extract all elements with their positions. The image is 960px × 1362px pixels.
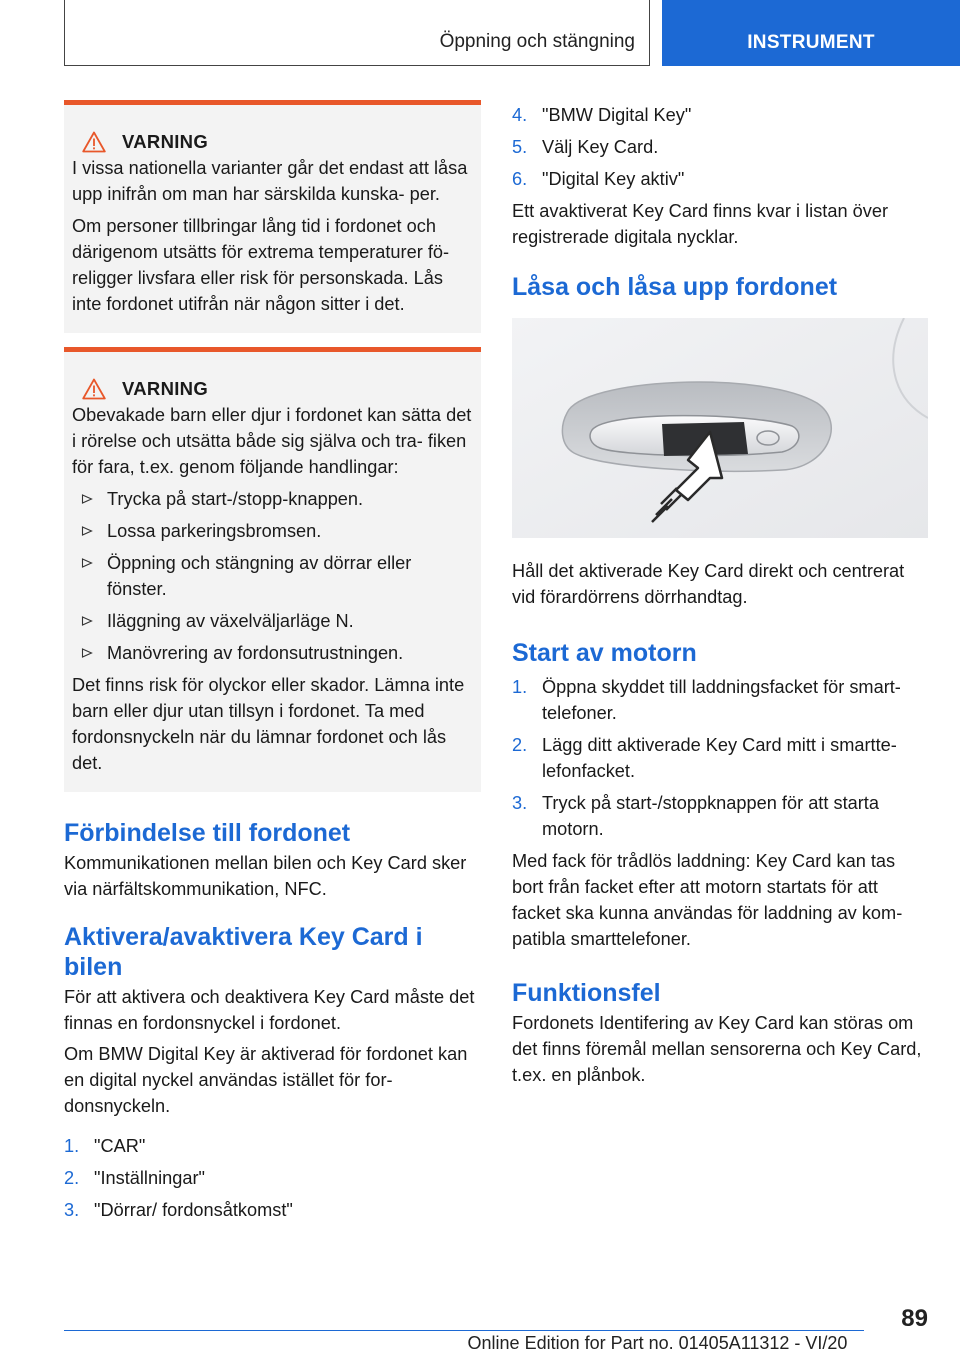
warning-title: VARNING — [122, 131, 209, 152]
warning-text: Obevakade barn eller djur i fordonet kan sätta det i rörelse och utsätta både sig själva och tra‐ fiken för fara, t.ex. genom följande handlingar: — [72, 405, 472, 477]
warning-text: Det finns risk för olyckor eller skador. Lämna inte barn eller djur utan tillsyn i fordonet. Ta med fordonsnyckeln när du lämnar fordonet och lås det. — [72, 675, 465, 773]
bullet-triangle-icon — [80, 608, 94, 634]
list-item — [64, 1197, 481, 1223]
warning-text: I vissa nationella varianter går det endast att låsa upp inifrån om man har särskilda kunska‐ per. — [72, 158, 468, 204]
step-number: 1. — [64, 1136, 80, 1156]
list-item — [512, 166, 928, 192]
tab-instrument-label: INSTRUMENT — [747, 32, 875, 53]
list-item — [512, 134, 928, 160]
list-item — [72, 486, 473, 512]
warning-header — [82, 378, 473, 400]
list-item-text: Manövrering av fordonsutrustningen. — [107, 643, 404, 663]
bullet-triangle-icon — [80, 640, 94, 666]
bullet-list — [72, 486, 473, 666]
bullet-triangle-icon — [80, 486, 94, 512]
step-number: 2. — [64, 1168, 80, 1188]
left-column — [64, 100, 481, 1229]
list-item — [72, 608, 473, 634]
heading-connection: Förbindelse till fordonet — [64, 819, 351, 847]
warning-box — [64, 347, 481, 792]
step-text: "Inställningar" — [94, 1168, 205, 1188]
paragraph: Ett avaktiverat Key Card finns kvar i listan över registrerade digitala nycklar. — [512, 201, 889, 247]
warning-triangle-icon — [82, 378, 106, 400]
paragraph: Kommunikationen mellan bilen och Key Card sker via närfältskommunikation, NFC. — [64, 853, 467, 899]
paragraph: Om BMW Digital Key är aktiverad för fordonet kan en digital nyckel användas istället för for‐ donsnyckeln. — [64, 1044, 468, 1116]
list-item-text: Iläggning av växelväljarläge N. — [107, 611, 354, 631]
steps-list — [512, 674, 928, 842]
step-text: "CAR" — [94, 1136, 146, 1156]
footer-divider — [64, 1330, 864, 1331]
step-text: Lägg ditt aktiverade Key Card mitt i smartte‐ lefonfacket. — [542, 735, 897, 781]
list-item-text: Lossa parkeringsbromsen. — [107, 521, 322, 541]
warning-triangle-icon — [82, 131, 106, 153]
list-item-text: Öppning och stängning av dörrar eller fönster. — [107, 553, 412, 599]
section-title: Öppning och stängning — [439, 31, 635, 52]
step-number: 2. — [512, 735, 528, 755]
step-number: 4. — [512, 105, 528, 125]
door-handle-image — [512, 318, 928, 538]
list-item — [512, 732, 928, 784]
right-column — [512, 102, 928, 1093]
step-number: 3. — [64, 1200, 80, 1220]
list-item — [64, 1133, 481, 1159]
paragraph: För att aktivera och deaktivera Key Card måste det finnas en fordonsnyckel i fordonet. — [64, 987, 475, 1033]
list-item — [512, 674, 928, 726]
paragraph: Fordonets Identifering av Key Card kan störas om det finns föremål mellan sensorerna och Key Card, t.ex. en plånbok. — [512, 1013, 922, 1085]
step-text: Välj Key Card. — [542, 137, 659, 157]
page-number: 89 — [901, 1305, 928, 1332]
heading-activate: Aktivera/avaktivera Key Card i bilen — [64, 923, 423, 981]
heading-fault: Funktionsfel — [512, 979, 661, 1007]
step-text: Tryck på start-/stoppknappen för att starta motorn. — [542, 793, 879, 839]
steps-list — [64, 1133, 481, 1223]
list-item-text: Trycka på start-/stopp-knappen. — [107, 489, 364, 509]
warning-text: Om personer tillbringar lång tid i fordonet och därigenom utsätts för extrema temperaturer fö‐ religger livsfara eller risk för personskada. Lås inte fordonet utifrån när någon sitter i det. — [72, 216, 450, 314]
heading-start: Start av motorn — [512, 639, 697, 667]
warning-box — [64, 100, 481, 333]
step-number: 1. — [512, 677, 528, 697]
step-number: 6. — [512, 169, 528, 189]
step-text: "Digital Key aktiv" — [542, 169, 685, 189]
paragraph: Med fack för trådlös laddning: Key Card kan tas bort från facket efter att motorn startats för att facket ska kunna användas för laddning av kom‐ patibla smarttelefoner. — [512, 851, 903, 949]
warning-title: VARNING — [122, 378, 209, 399]
bullet-triangle-icon — [80, 550, 94, 576]
header-frame — [64, 0, 650, 66]
steps-list — [512, 102, 928, 192]
list-item — [64, 1165, 481, 1191]
heading-lock: Låsa och låsa upp fordonet — [512, 273, 838, 301]
list-item — [512, 102, 928, 128]
list-item — [512, 790, 928, 842]
list-item — [72, 550, 473, 602]
tab-instrument[interactable] — [662, 0, 960, 66]
list-item — [72, 518, 473, 544]
step-text: "Dörrar/ fordonsåtkomst" — [94, 1200, 293, 1220]
list-item — [72, 640, 473, 666]
bullet-triangle-icon — [80, 518, 94, 544]
warning-header — [82, 131, 473, 153]
step-text: Öppna skyddet till laddningsfacket för smart‐ telefoner. — [542, 677, 901, 723]
step-number: 5. — [512, 137, 528, 157]
step-text: "BMW Digital Key" — [542, 105, 692, 125]
door-handle-illustration — [512, 318, 928, 538]
step-number: 3. — [512, 793, 528, 813]
footer-edition: Online Edition for Part no. 01405A11312 - VI/20 — [467, 1333, 848, 1353]
figure-caption: Håll det aktiverade Key Card direkt och centrerat vid förardörrens dörrhandtag. — [512, 561, 905, 607]
